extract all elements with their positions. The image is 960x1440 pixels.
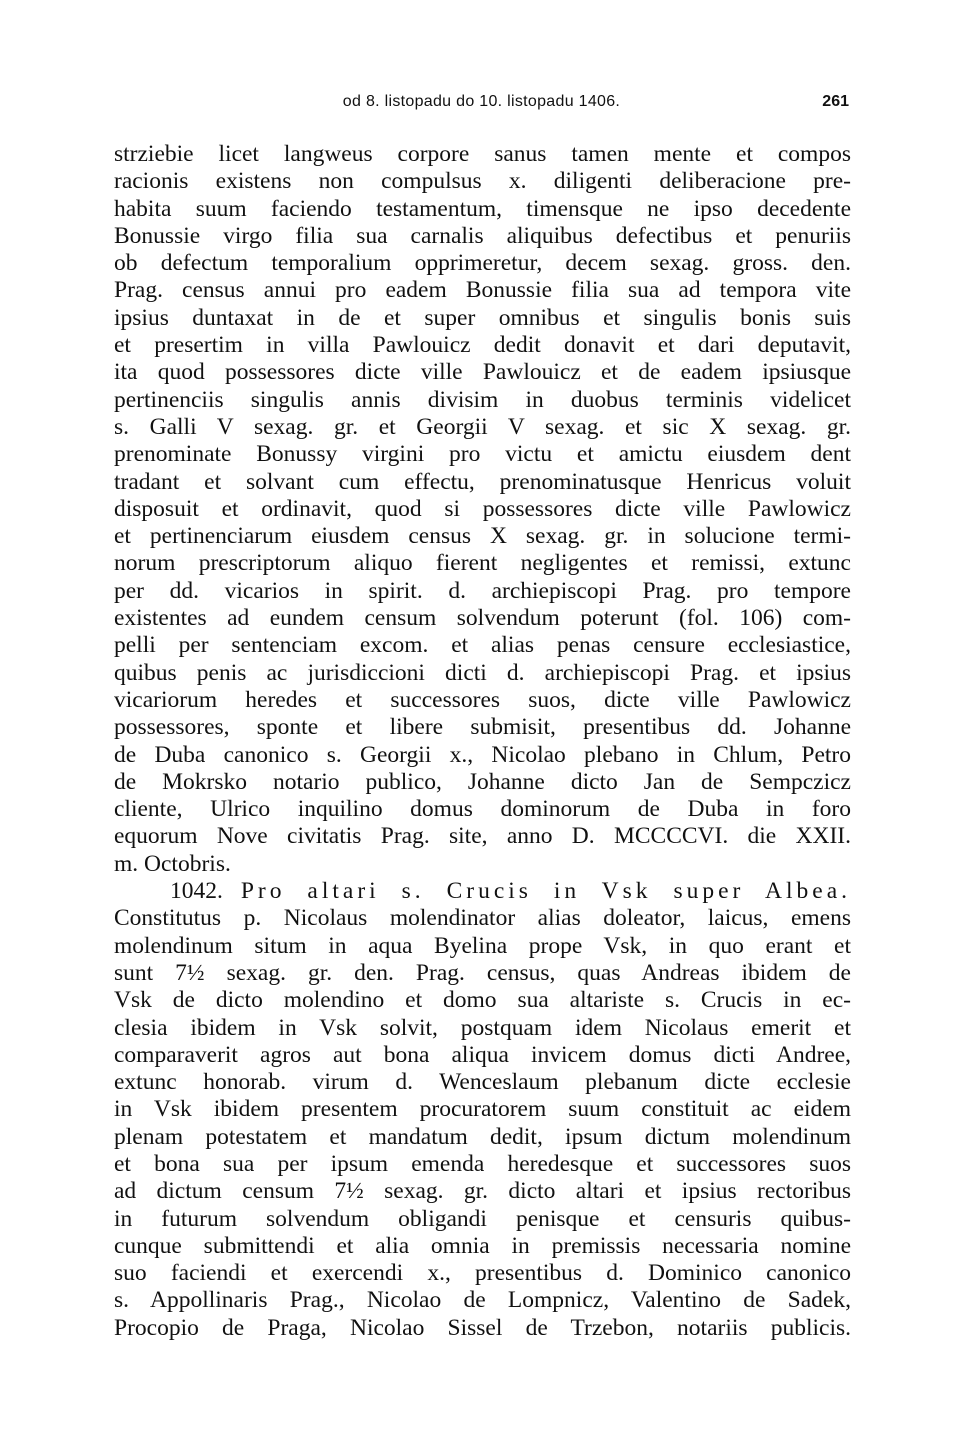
text-line: possessores, sponte et libere submisit, presentibus dd. Johanne <box>114 714 851 741</box>
text-line: norum prescriptorum aliquo fierent negligentes et remissi, extunc <box>114 550 851 577</box>
text-line: Vsk de dicto molendino et domo sua altariste s. Crucis in ec- <box>114 987 851 1014</box>
text-line: racionis existens non compulsus x. diligenti deliberacione pre- <box>114 168 851 195</box>
text-line: pelli per sentenciam excom. et alias penas censure ecclesiastice, <box>114 632 851 659</box>
text-line: ob defectum temporalium opprimeretur, decem sexag. gross. den. <box>114 250 851 277</box>
text-line: clesia ibidem in Vsk solvit, postquam idem Nicolaus emerit et <box>114 1014 851 1041</box>
text-line: ita quod possessores dicte ville Pawlouicz et de eadem ipsiusque <box>114 359 851 386</box>
text-line: in Vsk ibidem presentem procuratorem suum constituit ac eidem <box>114 1096 851 1123</box>
paragraph-testament <box>114 141 851 878</box>
text-line: sunt 7½ sexag. gr. den. Prag. census, quas Andreas ibidem de <box>114 959 851 986</box>
text-line: prenominate Bonussy virgini pro victu et amictu eiusdem dent <box>114 441 851 468</box>
text-line: suo faciendi et exercendi x., presentibus d. Dominico canonico <box>114 1260 851 1287</box>
text-line: Bonussie virgo filia sua carnalis aliquibus defectibus et penuriis <box>114 222 851 249</box>
text-line: tradant et solvant cum effectu, prenominatusque Henricus voluit <box>114 468 851 495</box>
text-line: Prag. census annui pro eadem Bonussie filia sua ad tempora vite <box>114 277 851 304</box>
text-line: et presertim in villa Pawlouicz dedit donavit et dari deputavit, <box>114 332 851 359</box>
text-line: existentes ad eundem censum solvendum poterunt (fol. 106) com- <box>114 605 851 632</box>
text-line: de Duba canonico s. Georgii x., Nicolao plebano in Chlum, Petro <box>114 741 851 768</box>
text-line: pertinenciis singulis annis divisim in duobus terminis videlicet <box>114 386 851 413</box>
entry-heading-line <box>114 878 851 905</box>
text-line: ipsius duntaxat in de et super omnibus et singulis bonis suis <box>114 304 851 331</box>
text-line: m. Octobris. <box>114 850 231 877</box>
body-text <box>114 141 851 1342</box>
text-line: s. Appollinaris Prag., Nicolao de Lompnicz, Valentino de Sadek, <box>114 1287 851 1314</box>
page-number: 261 <box>822 93 849 110</box>
text-line: cliente, Ulrico inquilino domus dominorum de Duba in foro <box>114 796 851 823</box>
text-line: disposuit et ordinavit, quod si possessores dicte ville Pawlowicz <box>114 495 851 522</box>
text-line: equorum Nove civitatis Prag. site, anno D. MCCCCVI. die XXII. <box>114 823 851 850</box>
text-line: et bona sua per ipsum emenda heredesque et successores suos <box>114 1150 851 1177</box>
text-line: habita suum faciendo testamentum, timensque ne ipso decedente <box>114 195 851 222</box>
text-line: plenam potestatem et mandatum dedit, ipsum dictum molendinum <box>114 1123 851 1150</box>
text-line: vicariorum heredes et successores suos, dicte ville Pawlowicz <box>114 686 851 713</box>
entry-1042 <box>114 878 851 1342</box>
text-line: de Mokrsko notario publico, Johanne dicto Jan de Sempczicz <box>114 768 851 795</box>
running-title: od 8. listopadu do 10. listopadu 1406. <box>342 93 621 110</box>
text-line: extunc honorab. virum d. Wenceslaum plebanum dicte ecclesie <box>114 1069 851 1096</box>
running-header <box>114 91 849 113</box>
text-line: et pertinenciarum eiusdem census X sexag. gr. in solucione termi- <box>114 523 851 550</box>
text-line: Procopio de Praga, Nicolao Sissel de Trzebon, notariis publicis. <box>114 1314 851 1341</box>
text-line: strziebie licet langweus corpore sanus tamen mente et compos <box>114 141 851 167</box>
text-line: per dd. vicarios in spirit. d. archiepiscopi Prag. pro tempore <box>114 577 851 604</box>
text-line: cunque submittendi et alia omnia in premissis necessaria nomine <box>114 1232 851 1259</box>
entry-heading: Pro altari s. Crucis in Vsk super Albea. <box>240 878 851 905</box>
text-line: ad dictum censum 7½ sexag. gr. dicto altari et ipsius rectoribus <box>114 1178 851 1205</box>
text-line: Constitutus p. Nicolaus molendinator alias doleator, laicus, emens <box>114 905 851 932</box>
entry-number: 1042. <box>170 878 223 905</box>
text-line: comparaverit agros aut bona aliqua invicem domus dicti Andree, <box>114 1041 851 1068</box>
text-line: in futurum solvendum obligandi penisque et censuris quibus- <box>114 1205 851 1232</box>
text-line: s. Galli V sexag. gr. et Georgii V sexag. et sic X sexag. gr. <box>114 413 851 440</box>
text-line: molendinum situm in aqua Byelina prope Vsk, in quo erant et <box>114 932 851 959</box>
text-line: quibus penis ac jurisdiccioni dicti d. archiepiscopi Prag. et ipsius <box>114 659 851 686</box>
